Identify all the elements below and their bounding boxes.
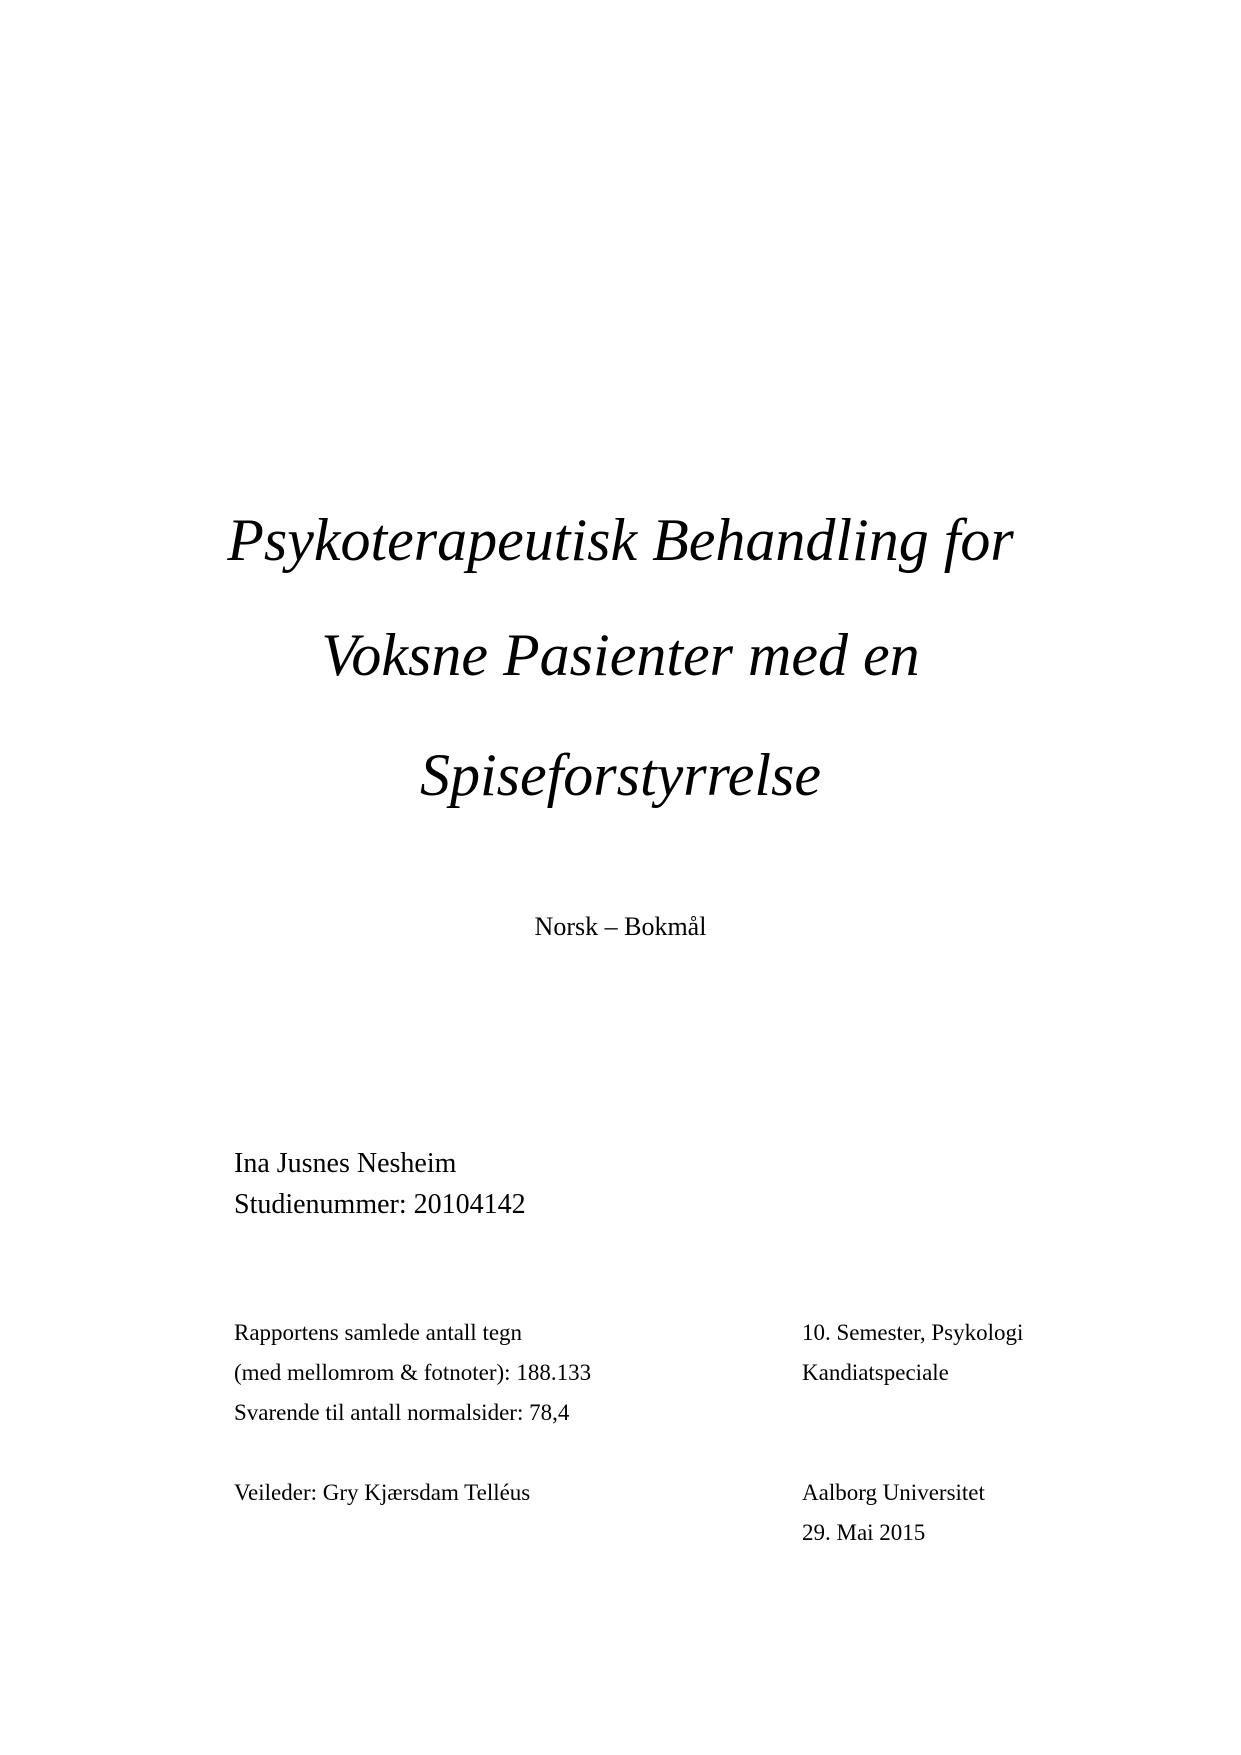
title-line-3: Spiseforstyrrelse <box>419 742 822 808</box>
title-line-2: Voksne Pasienter med en <box>321 622 920 688</box>
thesis-type-label: Kandiatspeciale <box>802 1360 949 1385</box>
semester-label: 10. Semester, Psykologi <box>802 1320 1024 1345</box>
author-name: Ina Jusnes Nesheim <box>234 1148 457 1179</box>
report-stats-line-1: Rapportens samlede antall tegn <box>234 1320 523 1345</box>
university-label: Aalborg Universitet <box>802 1480 985 1505</box>
date-label: 29. Mai 2015 <box>802 1520 926 1545</box>
language-label: Norsk – Bokmål <box>534 912 707 941</box>
institution-info <box>802 1473 985 1553</box>
report-stats <box>234 1313 591 1433</box>
supervisor-label: Veileder: Gry Kjærsdam Telléus <box>234 1480 531 1505</box>
report-stats-line-2: (med mellomrom & fotnoter): 188.133 <box>234 1360 592 1385</box>
student-number: Studienummer: 20104142 <box>234 1189 526 1220</box>
author-block <box>234 1143 526 1225</box>
supervisor-info <box>234 1473 530 1513</box>
title-line-1: Psykoterapeutisk Behandling for <box>227 507 1014 573</box>
report-stats-line-3: Svarende til antall normalsider: 78,4 <box>234 1400 570 1425</box>
program-info <box>802 1313 1023 1393</box>
